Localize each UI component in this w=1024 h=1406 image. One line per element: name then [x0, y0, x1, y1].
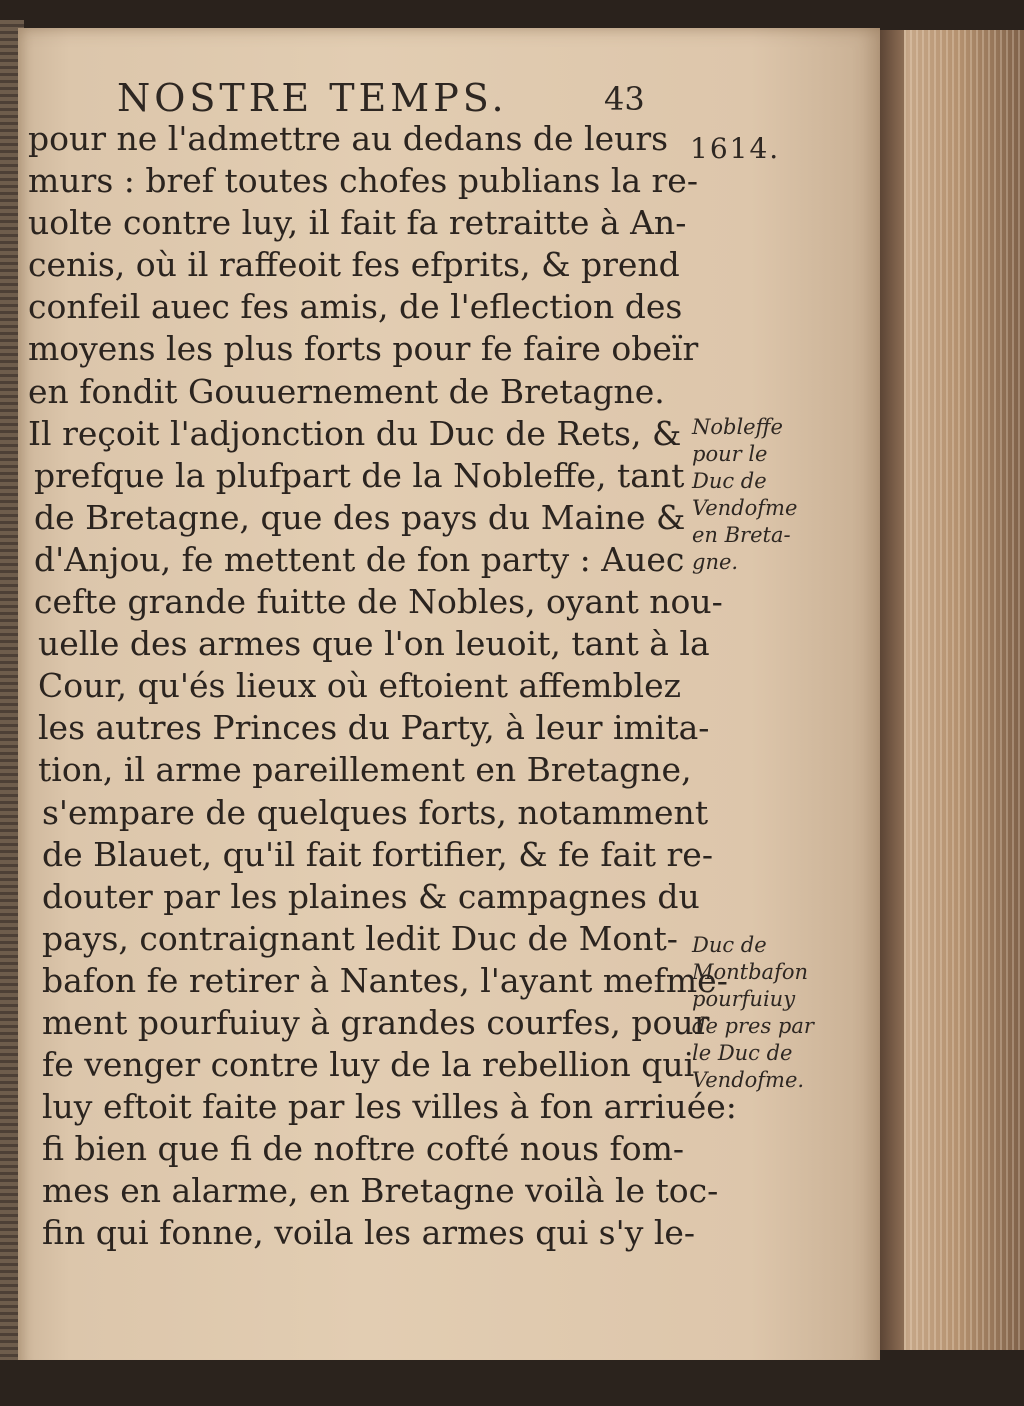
- text-line: moyens les plus forts pour fe faire obeïr: [28, 329, 699, 369]
- text-line: de Bretagne, que des pays du Maine &: [34, 497, 686, 537]
- margin-note-line: en Breta-: [692, 523, 791, 547]
- margin-note-noblesse: [692, 414, 797, 576]
- text-line: mes en alarme, en Bretagne voilà le toc-: [42, 1171, 719, 1211]
- text-line: de Blauet, qu'il fait fortifier, & fe fait re-: [42, 834, 713, 874]
- text-line: uolte contre luy, il fait fa retraitte à An-: [28, 203, 687, 243]
- text-line: pour ne l'admettre au dedans de leurs: [28, 119, 669, 158]
- margin-note-line: Duc de: [692, 933, 767, 957]
- margin-note-line: gne.: [692, 550, 739, 574]
- margin-note-line: Duc de: [692, 469, 767, 493]
- margin-note-line: Nobleffe: [692, 415, 783, 439]
- margin-year: 1614.: [690, 132, 781, 165]
- margin-note-line: le Duc de: [692, 1041, 793, 1065]
- running-head: NOSTRE TEMPS.: [117, 76, 508, 120]
- text-line: cefte grande fuitte de Nobles, oyant nou-: [34, 582, 723, 622]
- text-line: murs : bref toutes chofes publians la re-: [28, 161, 698, 201]
- text-line: luy eftoit faite par les villes à fon arriuée:: [42, 1087, 737, 1127]
- margin-note-line: Vendofme: [692, 496, 798, 520]
- text-line: ment pourfuiuy à grandes courfes, pour: [42, 1002, 710, 1042]
- text-line: confeil auec fes amis, de l'eflection des: [28, 287, 683, 327]
- body-text: [28, 118, 737, 1255]
- margin-note-line: de pres par: [692, 1014, 814, 1038]
- margin-note-line: Montbafon: [692, 960, 809, 984]
- text-line: douter par les plaines & campagnes du: [42, 876, 700, 916]
- margin-note-montbason: [692, 932, 814, 1094]
- text-line: d'Anjou, fe mettent de fon party : Auec: [34, 539, 685, 579]
- right-page-stack: [880, 30, 1024, 1350]
- gutter-shadow: [880, 30, 904, 1350]
- text-line: prefque la plufpart de la Nobleffe, tant: [34, 455, 685, 495]
- text-line: uelle des armes que l'on leuoit, tant à la: [38, 624, 710, 664]
- text-line: en fondit Gouuernement de Bretagne.: [28, 371, 665, 411]
- text-line: s'empare de quelques forts, notamment: [42, 792, 709, 832]
- margin-note-line: pourfuiuy: [692, 987, 796, 1011]
- text-line: fin qui fonne, voila les armes qui s'y le-: [42, 1213, 696, 1253]
- text-line: tion, il arme pareillement en Bretagne,: [38, 750, 692, 790]
- page-number: 43: [604, 80, 645, 118]
- text-line: fi bien que fi de noftre cofté nous fom-: [42, 1129, 685, 1169]
- margin-note-line: pour le: [692, 442, 768, 466]
- text-line: pays, contraignant ledit Duc de Mont-: [42, 918, 678, 958]
- text-line: Cour, qu'és lieux où eftoient affemblez: [38, 666, 682, 706]
- text-line: bafon fe retirer à Nantes, l'ayant mefme-: [42, 960, 728, 1000]
- text-line: cenis, où il raffeoit fes efprits, & prend: [28, 245, 680, 285]
- bottom-shadow: [0, 1360, 1024, 1406]
- margin-note-line: Vendofme.: [692, 1068, 805, 1092]
- text-line: Il reçoit l'adjonction du Duc de Rets, &: [28, 413, 682, 453]
- text-line: fe venger contre luy de la rebellion qui: [42, 1045, 695, 1085]
- text-line: les autres Princes du Party, à leur imita-: [38, 708, 710, 748]
